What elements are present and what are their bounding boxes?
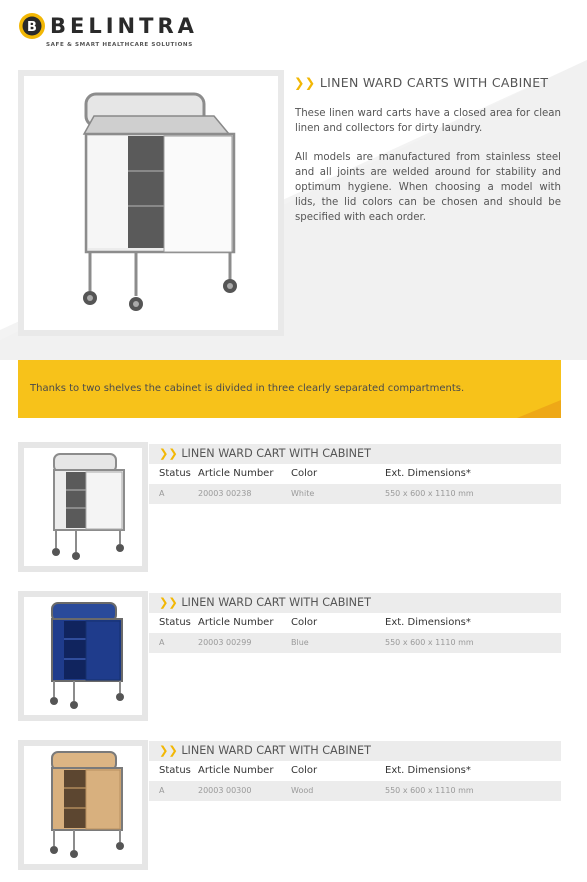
product-image	[24, 448, 142, 566]
cabinet-door	[86, 472, 122, 529]
logo-circle-icon	[18, 12, 46, 40]
header-article-number: Article Number	[198, 765, 274, 776]
product-image	[24, 597, 142, 715]
brand-logo	[18, 12, 218, 52]
cell-status: A	[159, 786, 165, 795]
banner-corner-shape	[517, 400, 561, 418]
cell-dimensions: 550 x 600 x 1110 mm	[385, 786, 474, 795]
header-status: Status	[159, 617, 191, 628]
product-title	[149, 593, 561, 613]
header-article-number: Article Number	[198, 617, 274, 628]
cell-dimensions: 550 x 600 x 1110 mm	[385, 638, 474, 647]
header-color: Color	[291, 468, 318, 479]
brand-tagline: SAFE & SMART HEALTHCARE SOLUTIONS	[46, 42, 193, 48]
product-image	[24, 746, 142, 864]
header-color: Color	[291, 617, 318, 628]
hero-title	[294, 75, 548, 90]
product-image-frame	[18, 442, 148, 572]
cart-thumbnail	[24, 746, 142, 864]
double-chevron-icon: ❯❯	[159, 596, 178, 609]
product-table	[149, 741, 561, 801]
hero-paragraph-1: These linen ward carts have a closed area for clean linen and collectors for dirty laundry.	[295, 108, 561, 134]
product-title-text: LINEN WARD CART WITH CABINET	[181, 744, 371, 757]
table-row	[149, 633, 561, 653]
cart-illustration	[24, 76, 278, 330]
cabinet-door	[86, 770, 120, 829]
product-table	[149, 593, 561, 653]
product-title	[149, 444, 561, 464]
cell-color: Blue	[291, 638, 309, 647]
product-title	[149, 741, 561, 761]
header-status: Status	[159, 765, 191, 776]
feature-banner	[18, 360, 561, 418]
double-chevron-icon: ❯❯	[294, 75, 316, 90]
cart-thumbnail	[24, 597, 142, 715]
header-dimensions: Ext. Dimensions*	[385, 765, 471, 776]
cell-article-number: 20003 00299	[198, 638, 252, 647]
logo-letter: B	[27, 20, 37, 35]
product-image-frame	[18, 591, 148, 721]
product-image-frame	[18, 740, 148, 870]
product-title-text: LINEN WARD CART WITH CABINET	[181, 596, 371, 609]
header-dimensions: Ext. Dimensions*	[385, 617, 471, 628]
cart-thumbnail	[24, 448, 142, 566]
cell-status: A	[159, 489, 165, 498]
product-table	[149, 444, 561, 504]
cell-color: White	[291, 489, 315, 498]
table-header	[149, 761, 561, 781]
cell-article-number: 20003 00300	[198, 786, 252, 795]
cell-dimensions: 550 x 600 x 1110 mm	[385, 489, 474, 498]
header-color: Color	[291, 765, 318, 776]
hero-image	[24, 76, 278, 330]
brand-name: BELINTRA	[50, 14, 198, 38]
table-header	[149, 613, 561, 633]
double-chevron-icon: ❯❯	[159, 744, 178, 757]
banner-text: Thanks to two shelves the cabinet is divided in three clearly separated compartments.	[30, 383, 465, 394]
header-article-number: Article Number	[198, 468, 274, 479]
table-header	[149, 464, 561, 484]
header-dimensions: Ext. Dimensions*	[385, 468, 471, 479]
table-row	[149, 781, 561, 801]
header-status: Status	[159, 468, 191, 479]
hero-paragraph-2: All models are manufactured from stainless steel and all joints are welded around for stability and optimum hygiene. When choosing a model with lids, the lid colors can be chosen and should be specified with each order.	[295, 152, 561, 223]
cell-article-number: 20003 00238	[198, 489, 252, 498]
hero-image-frame	[18, 70, 284, 336]
table-row	[149, 484, 561, 504]
product-title-text: LINEN WARD CART WITH CABINET	[181, 447, 371, 460]
hero-title-text: LINEN WARD CARTS WITH CABINET	[319, 75, 549, 90]
cell-color: Wood	[291, 786, 314, 795]
cabinet-door	[86, 621, 120, 680]
cell-status: A	[159, 638, 165, 647]
double-chevron-icon: ❯❯	[159, 447, 178, 460]
